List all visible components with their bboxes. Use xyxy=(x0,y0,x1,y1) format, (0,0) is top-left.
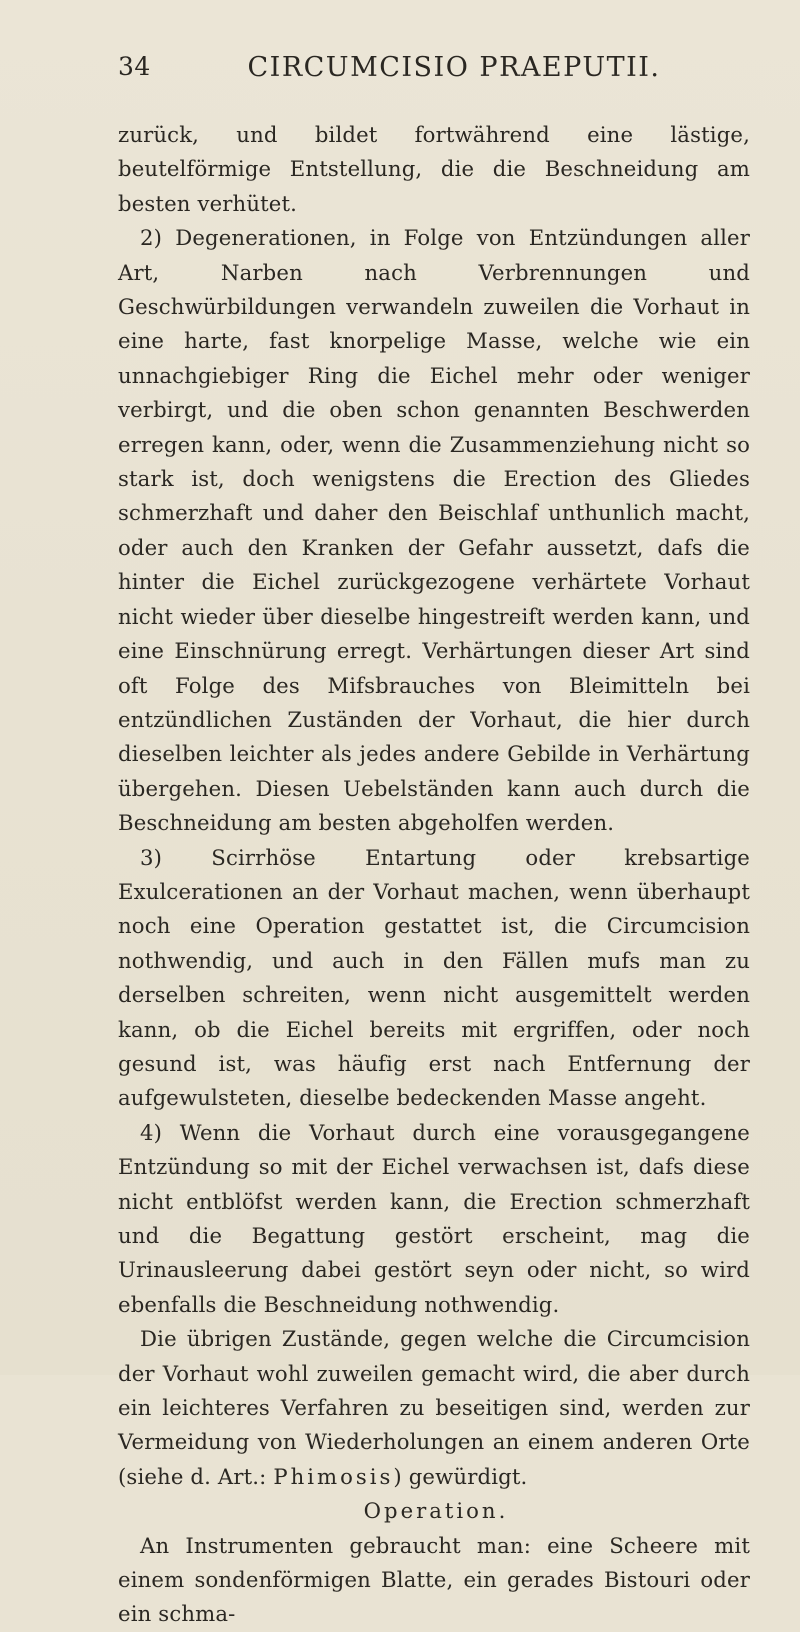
running-title: CIRCUMCISIO PRAEPUTII. xyxy=(247,52,661,83)
running-header xyxy=(118,52,750,92)
section-heading: Operation. xyxy=(363,1498,509,1524)
body-text xyxy=(118,118,750,1632)
paragraph-item-3: 3) Scirrhöse Entartung oder krebsartige Exulcerationen an der Vorhaut machen, wenn überhaupt noch eine Operation gestattet ist, die Circumcision nothwendig, und auch in den Fällen mufs man zu derselben schreiten, wenn nicht ausgemittelt werden kann, ob die Eichel bereits mit ergriffen, oder noch gesund ist, was häufig erst nach Entfernung der aufgewulsteten, dieselbe bedeckenden Masse angeht. xyxy=(118,844,750,1111)
paragraph-text-before: Die übrigen Zustände, gegen welche die Circumcision der Vorhaut wohl zuweilen gemacht wird, die aber durch ein leichteres Verfahren zu beseitigen sind, werden zur Vermeidung von Wiederholungen an einem anderen Orte (siehe d. Art.: xyxy=(118,1326,750,1489)
cross-reference-term: Phimosis xyxy=(273,1463,394,1489)
page-number: 34 xyxy=(118,52,151,81)
paragraph-instruments: An Instrumenten gebraucht man: eine Scheere mit einem sondenförmigen Blatte, ein gerades Bistouri oder ein schma- xyxy=(118,1532,750,1627)
paragraph-continuation: zurück, und bildet fortwährend eine lästige, beutelförmige Entstellung, die die Beschneidung am besten verhütet. xyxy=(118,122,750,216)
paragraph-remaining-conditions xyxy=(118,1322,750,1494)
paragraph-text-after: ) gewürdigt. xyxy=(393,1463,528,1489)
paragraph-item-4: 4) Wenn die Vorhaut durch eine vorausgegangene Entzündung so mit der Eichel verwachsen ist, dafs diese nicht entblöfst werden kann, die Erection schmerzhaft und die Begattung gestört erscheint, mag die Urinausleerung dabei gestört seyn oder nicht, so wird ebenfalls die Beschneidung nothwendig. xyxy=(118,1119,750,1317)
paragraph-item-2: 2) Degenerationen, in Folge von Entzündungen aller Art, Narben nach Verbrennungen und Geschwürbildungen verwandeln zuweilen die Vorhaut in eine harte, fast knorpelige Masse, welche wie ein unnachgiebiger Ring die Eichel mehr oder weniger verbirgt, und die oben schon genannten Beschwerden erregen kann, oder, wenn die Zusammenziehung nicht so stark ist, doch wenigstens die Erection des Gliedes schmerzhaft und daher den Beischlaf unthunlich macht, oder auch den Kranken der Gefahr aussetzt, dafs die hinter die Eichel zurückgezogene verhärtete Vorhaut nicht wieder über dieselbe hingestreift werden kann, und eine Einschnürung erregt. Verhärtungen dieser Art sind oft Folge des Mifsbrauches von Bleimitteln bei entzündlichen Zuständen der Vorhaut, die hier durch dieselben leichter als jedes andere Gebilde in Verhärtung übergehen. Diesen Uebelständen kann auch durch die Beschneidung am besten abgeholfen werden. xyxy=(118,225,750,836)
